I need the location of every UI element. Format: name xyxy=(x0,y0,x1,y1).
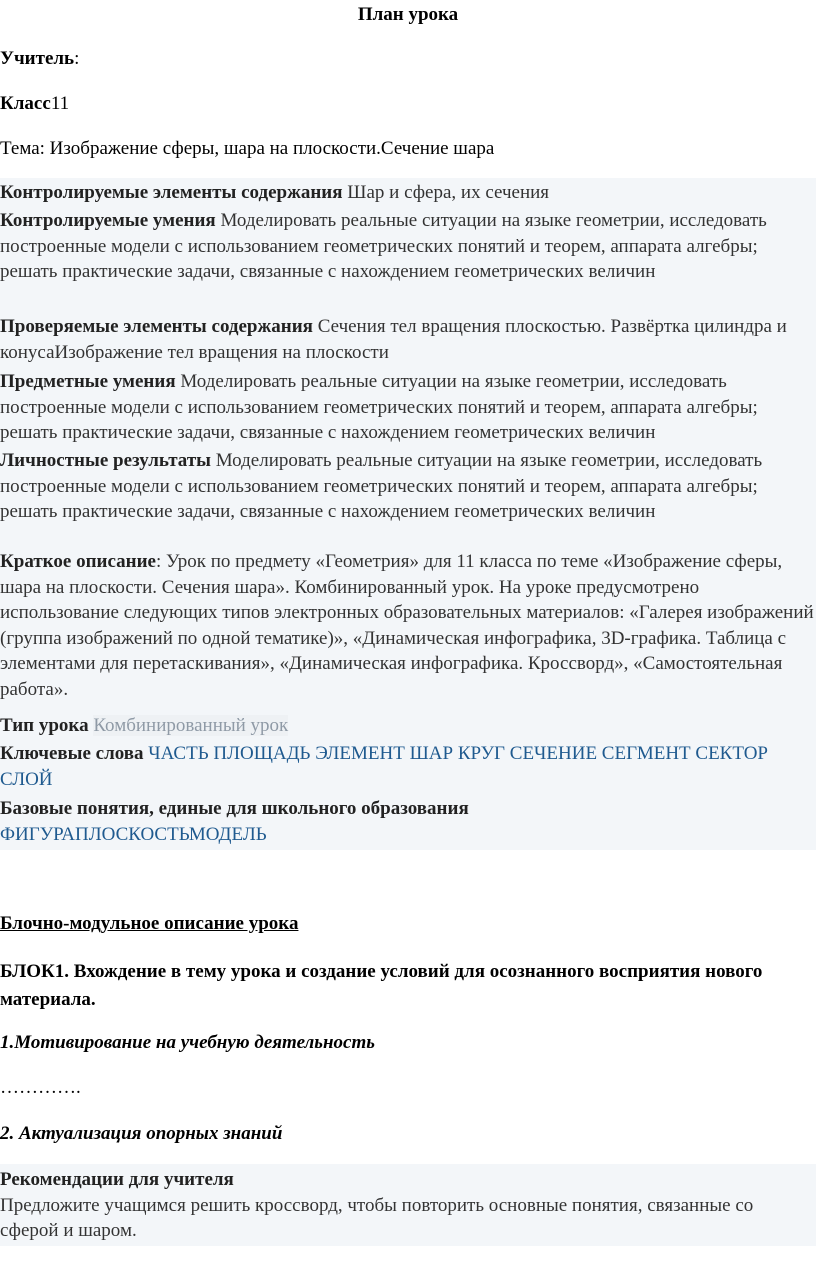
field-controlled-elements xyxy=(0,180,816,206)
recommendation-section xyxy=(0,1167,816,1244)
field-label: Контролируемые элементы содержания xyxy=(0,182,343,203)
field-text: : Урок по предмету «Геометрия» для 11 класса по теме «Изображение сферы, шара на плоскости. Сечения шара». Комбинированный урок. На уроке предусмотрено использование следующих типов электронных образовательных материалов: «Галерея изображений (группа изображений по одной тематике)», «Динамическая инфографика, 3D-графика. Таблица с элементами для перетаскивания», «Динамическая инфографика. Кроссворд», «Самостоятельная работа». xyxy=(0,551,814,700)
field-controlled-skills xyxy=(0,208,816,285)
lesson-type-label: Тип урока xyxy=(0,715,89,736)
basic-concepts-line xyxy=(0,796,816,847)
field-text: Моделировать реальные ситуации на языке геометрии, исследовать построенные модели с использованием геометрических понятий и теорем, аппарата алгебры; решать практические задачи, связанные с нахождением геометрических величин xyxy=(0,371,758,443)
class-label: Класс xyxy=(0,93,51,114)
recommendation-label: Рекомендации для учителя xyxy=(0,1169,234,1190)
teacher-line xyxy=(0,48,79,70)
block1-heading: БЛОК1. Вхождение в тему урока и создание условий для осознанного восприятия нового материала. xyxy=(0,961,763,1010)
subheading-motivation: 1.Мотивирование на учебную деятельность xyxy=(0,1032,375,1053)
class-value: 11 xyxy=(50,93,70,114)
placeholder-dots: …………. xyxy=(0,1077,81,1098)
field-text: Сечения тел вращения плоскостью. Развёртка цилиндра и конусаИзображение тел вращения на плоскости xyxy=(0,316,787,363)
block-description-heading-text: Блочно-модульное описание урока xyxy=(0,913,299,934)
field-label: Проверяемые элементы содержания xyxy=(0,316,313,337)
keywords-value[interactable]: ЧАСТЬ ПЛОЩАДЬ ЭЛЕМЕНТ ШАР КРУГ СЕЧЕНИЕ СЕГМЕНТ СЕКТОР СЛОЙ xyxy=(0,743,768,790)
field-label: Личностные результаты xyxy=(0,450,211,471)
teacher-label: Учитель xyxy=(0,48,75,69)
lesson-type-line xyxy=(0,713,816,739)
field-text: Моделировать реальные ситуации на языке геометрии, исследовать построенные модели с использованием геометрических понятий и теорем, аппарата алгебры; решать практические задачи, связанные с нахождением геометрических величин xyxy=(0,450,763,522)
field-checked-elements xyxy=(0,314,816,365)
recommendation-text: Предложите учащимся решить кроссворд, чтобы повторить основные понятия, связанные со сферой и шаром. xyxy=(0,1194,754,1241)
field-label: Предметные умения xyxy=(0,371,176,392)
page-title: План урока xyxy=(357,4,459,25)
field-personal-results xyxy=(0,448,816,525)
teacher-sep: : xyxy=(74,48,80,69)
field-label: Контролируемые умения xyxy=(0,210,216,231)
basic-concepts-label: Базовые понятия, единые для школьного образования xyxy=(0,798,469,819)
lesson-type-value: Комбинированный урок xyxy=(93,715,289,736)
field-label: Краткое описание xyxy=(0,551,156,572)
keywords-label: Ключевые слова xyxy=(0,743,144,764)
field-text: Моделировать реальные ситуации на языке геометрии, исследовать построенные модели с использованием геометрических понятий и теорем, аппарата алгебры; решать практические задачи, связанные с нахождением геометрических величин xyxy=(0,210,767,282)
subheading-knowledge: 2. Актуализация опорных знаний xyxy=(0,1123,283,1144)
field-text: Шар и сфера, их сечения xyxy=(347,182,550,203)
class-line xyxy=(0,93,69,115)
basic-concepts-value[interactable]: ФИГУРАПЛОСКОСТЬМОДЕЛЬ xyxy=(0,823,267,845)
keywords-line xyxy=(0,741,816,792)
topic-line: Тема: Изображение сферы, шара на плоскости.Сечение шара xyxy=(0,138,495,159)
field-subject-skills xyxy=(0,369,816,446)
field-short-description xyxy=(0,549,816,702)
block-description-heading xyxy=(0,913,298,935)
